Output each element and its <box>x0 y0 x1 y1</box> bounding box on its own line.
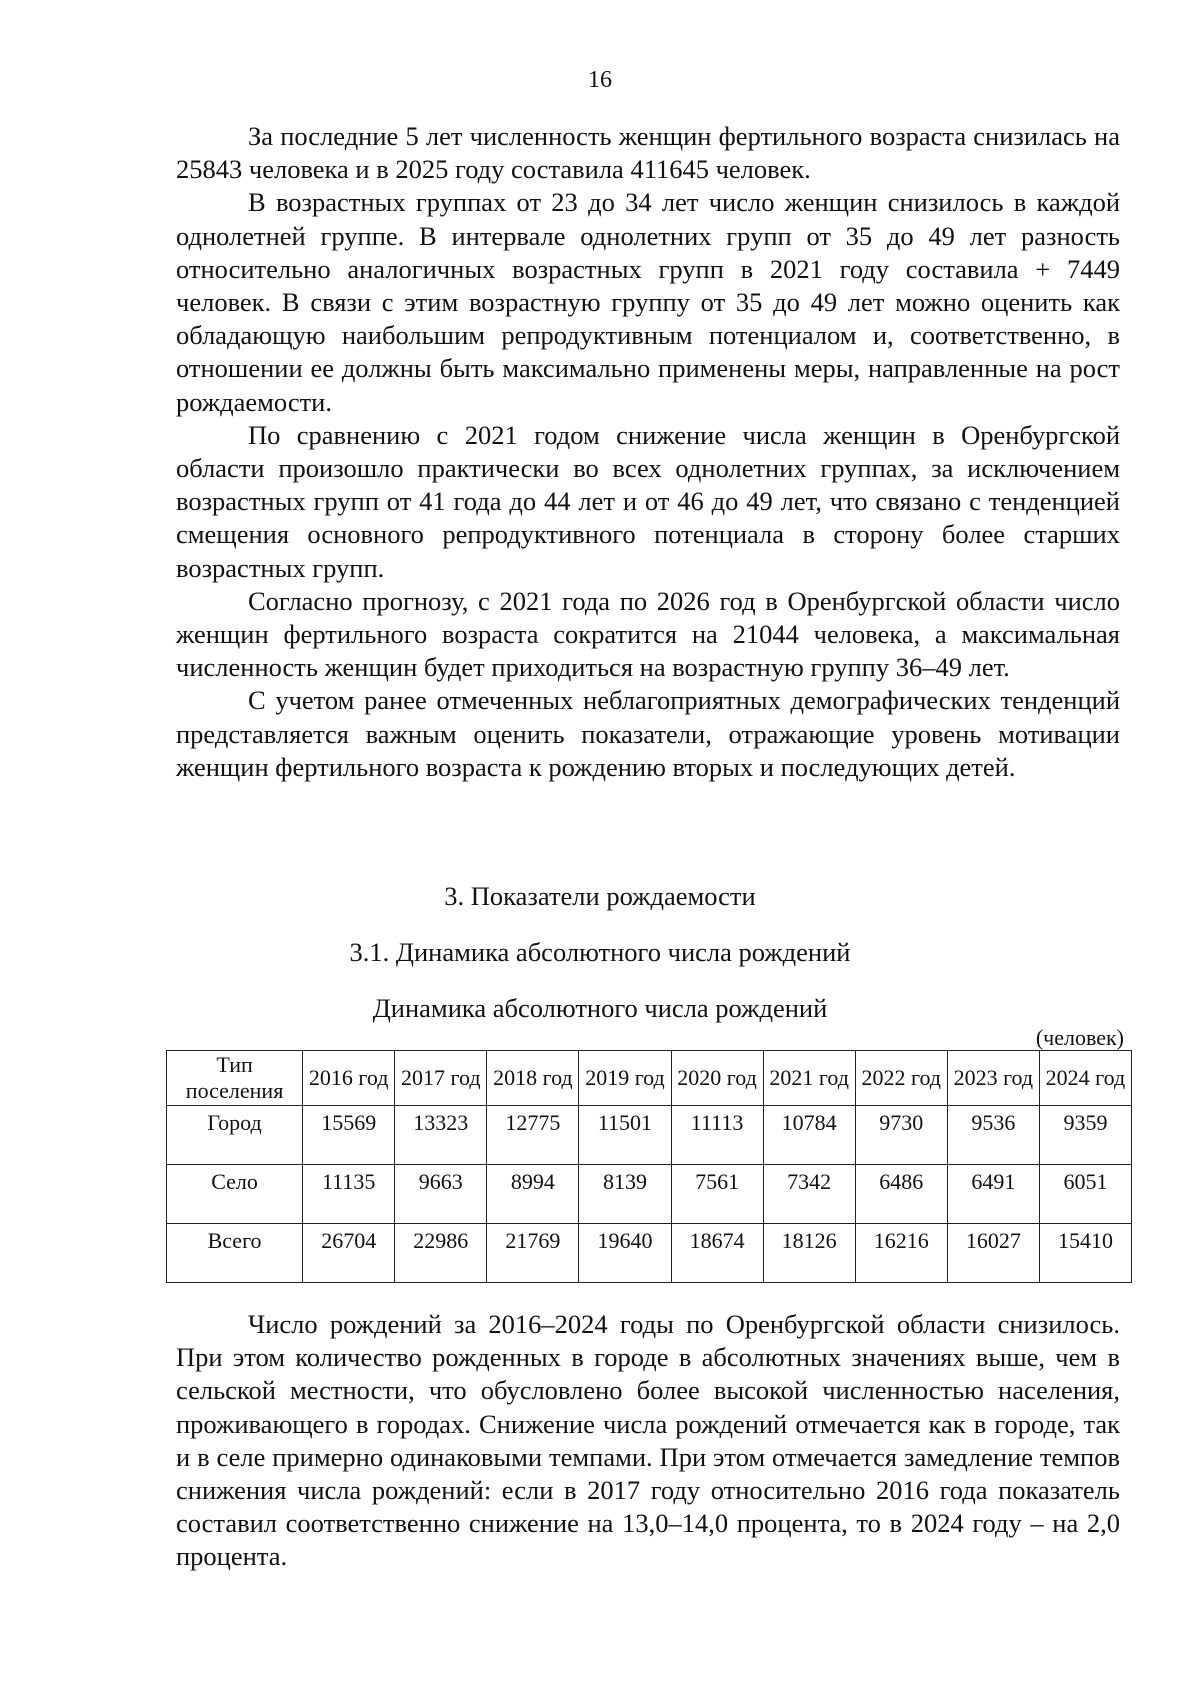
table-cell: 6486 <box>855 1165 947 1224</box>
births-table <box>166 1050 1132 1283</box>
paragraph: Согласно прогнозу, с 2021 года по 2026 год в Оренбургской области число женщин фертильного возраста сократится на 21044 человека, а максимальная численность женщин будет приходиться на возрастную группу 36–49 лет. <box>176 585 1120 683</box>
paragraph: С учетом ранее отмеченных неблагоприятных демографических тенденций представляется важным оценить показатели, отражающие уровень мотивации женщин фертильного возраста к рождению вторых и последующих детей. <box>176 685 1120 782</box>
table-cell: 11135 <box>303 1165 395 1224</box>
table-cell: 11113 <box>671 1106 763 1165</box>
table-header-row <box>167 1051 1132 1106</box>
table-cell: 7561 <box>671 1165 763 1224</box>
header-cell: 2022 год <box>855 1051 947 1106</box>
table-cell: 16027 <box>947 1224 1039 1283</box>
table-cell: 22986 <box>395 1224 487 1283</box>
table-cell: 9536 <box>947 1106 1039 1165</box>
table-cell: 6491 <box>947 1165 1039 1224</box>
paragraph: Число рождений за 2016–2024 годы по Оренбургской области снизилось. При этом количество рожденных в городе в абсолютных значениях выше, чем в сельской местности, что обусловлено более высокой численностью населения, проживающего в городах. Снижение числа рождений отмечается как в городе, так и в селе примерно одинаковыми темпами. При этом отмечается замедление темпов снижения числа рождений: если в 2017 году относительно 2016 года показатель составил соответственно снижение на 13,0–14,0 процента, то в 2024 году – на 2,0 процента. <box>176 1309 1120 1572</box>
table-cell: 10784 <box>763 1106 855 1165</box>
page-number: 16 <box>588 67 612 93</box>
header-cell: 2017 год <box>395 1051 487 1106</box>
header-cell: 2020 год <box>671 1051 763 1106</box>
header-cell: 2023 год <box>947 1051 1039 1106</box>
table-cell: Город <box>167 1106 303 1165</box>
table-cell: 18674 <box>671 1224 763 1283</box>
table-cell: 19640 <box>579 1224 671 1283</box>
table-cell: 7342 <box>763 1165 855 1224</box>
table-cell: 26704 <box>303 1224 395 1283</box>
table-cell: Село <box>167 1165 303 1224</box>
table-cell: 13323 <box>395 1106 487 1165</box>
table-cell: 18126 <box>763 1224 855 1283</box>
table-cell: 21769 <box>487 1224 579 1283</box>
table-cell: 9359 <box>1039 1106 1131 1165</box>
paragraph: По сравнению с 2021 годом снижение числа женщин в Оренбургской области произошло практически во всех однолетних группах, за исключением возрастных групп от 41 года до 44 лет и от 46 до 49 лет, что связано с тенденцией смещения основного репродуктивного потенциала в сторону более старших возрастных групп. <box>176 419 1120 583</box>
table-row <box>167 1224 1132 1283</box>
table-cell: 6051 <box>1039 1165 1131 1224</box>
table-row <box>167 1106 1132 1165</box>
paragraph: В возрастных группах от 23 до 34 лет число женщин снизилось в каждой однолетней группе. В интервале однолетних групп от 35 до 49 лет разность относительно аналогичных возрастных групп в 2021 году составила + 7449 человек. В связи с этим возрастную группу от 35 до 49 лет можно оценить как обладающую наибольшим репродуктивным потенциалом и, соответственно, в отношении ее должны быть максимально применены меры, направленные на рост рождаемости. <box>176 187 1120 417</box>
header-cell: 2016 год <box>303 1051 395 1106</box>
header-cell: 2018 год <box>487 1051 579 1106</box>
table-cell: 11501 <box>579 1106 671 1165</box>
table-cell: 16216 <box>855 1224 947 1283</box>
paragraph: За последние 5 лет численность женщин фертильного возраста снизилась на 25843 человека и в 2025 году составила 411645 человек. <box>176 121 1120 185</box>
table-cell: 9730 <box>855 1106 947 1165</box>
table-unit: (человек) <box>1035 1025 1124 1050</box>
table-cell: 8994 <box>487 1165 579 1224</box>
table-cell: 15569 <box>303 1106 395 1165</box>
body-text-top <box>176 120 1120 784</box>
header-cell: 2021 год <box>763 1051 855 1106</box>
subsection-heading: 3.1. Динамика абсолютного числа рождений <box>349 937 851 967</box>
table-cell: 15410 <box>1039 1224 1131 1283</box>
header-cell: 2024 год <box>1039 1051 1131 1106</box>
header-cell: Тип поселения <box>167 1051 303 1106</box>
body-text-bottom <box>176 1308 1120 1574</box>
header-cell: 2019 год <box>579 1051 671 1106</box>
table-cell: 12775 <box>487 1106 579 1165</box>
table-caption: Динамика абсолютного числа рождений <box>372 993 828 1023</box>
table-cell: Всего <box>167 1224 303 1283</box>
table-cell: 8139 <box>579 1165 671 1224</box>
table-cell: 9663 <box>395 1165 487 1224</box>
section-heading: 3. Показатели рождаемости <box>444 881 756 911</box>
table-row <box>167 1165 1132 1224</box>
